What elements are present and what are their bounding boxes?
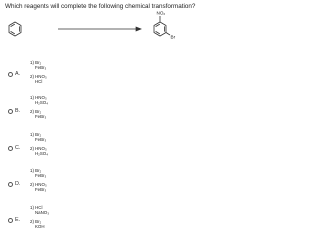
step-1: 1) HCl NaNO₃ bbox=[30, 205, 49, 215]
choice-c[interactable] bbox=[8, 145, 24, 151]
reaction-arrow-icon bbox=[58, 27, 141, 31]
step-2: 2) HNO₃ H₂SO₄ bbox=[30, 146, 49, 156]
choice-letter: C. bbox=[15, 145, 21, 151]
choice-d[interactable] bbox=[8, 181, 24, 187]
choice-b[interactable] bbox=[8, 108, 24, 114]
step-2: 2) Br₂ FeBr₃ bbox=[30, 109, 47, 119]
choice-e[interactable] bbox=[8, 217, 24, 223]
step-2: 2) Br₂ KOH bbox=[30, 219, 45, 229]
radio-choice-b[interactable] bbox=[8, 109, 13, 114]
nitro-label: NO₂ bbox=[156, 10, 166, 16]
radio-choice-e[interactable] bbox=[8, 218, 13, 223]
radio-choice-d[interactable] bbox=[8, 182, 13, 187]
reaction-scheme bbox=[0, 0, 200, 56]
choice-letter: E. bbox=[15, 217, 21, 223]
reagent-steps-c bbox=[30, 132, 48, 156]
choice-letter: D. bbox=[15, 181, 21, 187]
step-1: 1) Br₂ FeBr₃ bbox=[30, 168, 47, 178]
choice-letter: A. bbox=[15, 71, 21, 77]
bromo-label: Br bbox=[170, 34, 176, 40]
reagent-steps-d bbox=[30, 168, 47, 192]
step-1: 1) Br₂ FeBr₃ bbox=[30, 132, 47, 142]
radio-choice-c[interactable] bbox=[8, 146, 13, 151]
step-2: 2) HNO₃ HCl bbox=[30, 74, 47, 84]
radio-choice-a[interactable] bbox=[8, 72, 13, 77]
reagent-steps-e bbox=[30, 205, 49, 229]
choice-a[interactable] bbox=[8, 71, 24, 77]
benzene-structure bbox=[9, 22, 21, 36]
step-2: 2) HNO₃ FeBr₃ bbox=[30, 182, 47, 192]
step-1: 1) HNO₃ H₂SO₄ bbox=[30, 95, 49, 105]
reagent-steps-a bbox=[30, 60, 47, 84]
reagent-steps-b bbox=[30, 95, 48, 119]
choice-letter: B. bbox=[15, 108, 21, 114]
step-1: 1) Br₂ FeBr₃ bbox=[30, 60, 47, 70]
question-text: Which reagents will complete the following chemical transformation? bbox=[5, 3, 196, 10]
product-structure bbox=[154, 16, 170, 36]
